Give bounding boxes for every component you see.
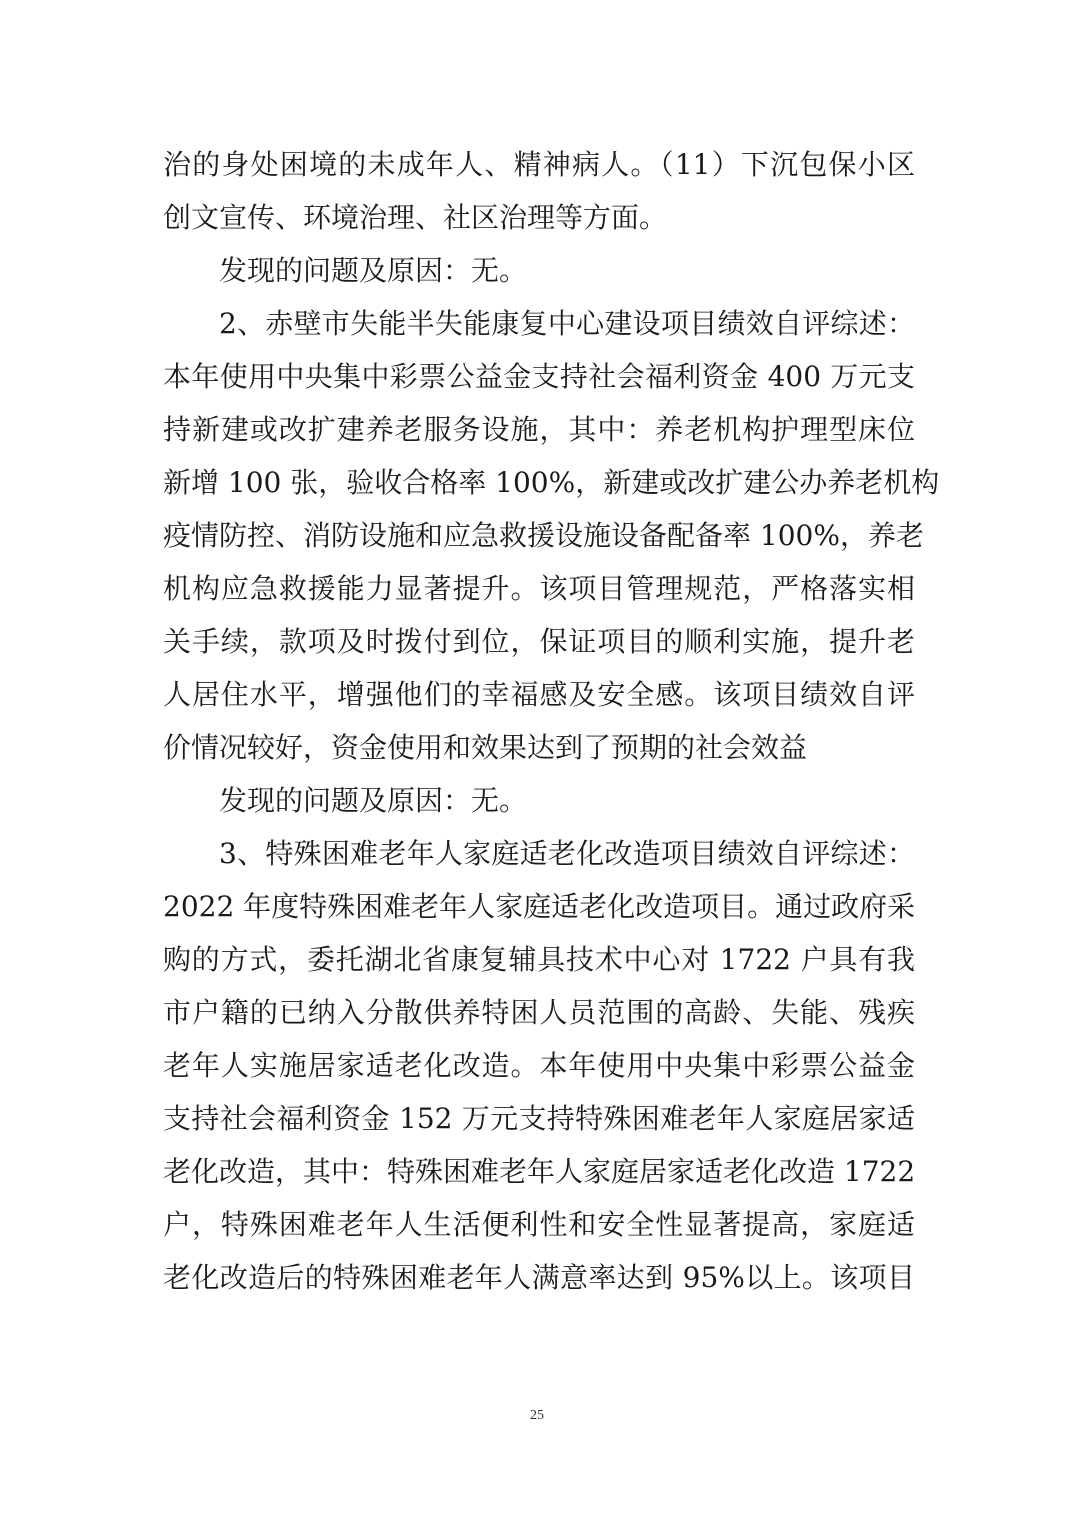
body-text-line: 持新建或改扩建养老服务设施，其中：养老机构护理型床位 xyxy=(163,413,915,446)
body-text-line: 本年使用中央集中彩票公益金支持社会福利资金 400 万元支 xyxy=(163,360,915,393)
body-text-line: 户，特殊困难老年人生活便利性和安全性显著提高，家庭适 xyxy=(163,1208,915,1241)
body-text-line: 2、赤壁市失能半失能康复中心建设项目绩效自评综述： xyxy=(219,307,915,340)
body-text-line: 创文宣传、环境治理、社区治理等方面。 xyxy=(163,201,668,234)
body-text-line: 支持社会福利资金 152 万元支持特殊困难老年人家庭居家适 xyxy=(163,1102,915,1135)
body-text-line: 新增 100 张，验收合格率 100%，新建或改扩建公办养老机构 xyxy=(163,466,940,499)
body-text-line: 市户籍的已纳入分散供养特困人员范围的高龄、失能、残疾 xyxy=(163,996,915,1029)
body-text-line: 老化改造后的特殊困难老年人满意率达到 95%以上。该项目 xyxy=(163,1261,915,1294)
body-text-line: 疫情防控、消防设施和应急救援设施设备配备率 100%，养老 xyxy=(163,519,924,552)
body-text-line: 发现的问题及原因：无。 xyxy=(219,254,528,287)
body-text-line: 机构应急救援能力显著提升。该项目管理规范，严格落实相 xyxy=(163,572,915,605)
document-body xyxy=(163,138,940,1304)
body-text-line: 3、特殊困难老年人家庭适老化改造项目绩效自评综述： xyxy=(219,837,915,870)
body-text-line: 购的方式，委托湖北省康复辅具技术中心对 1722 户具有我 xyxy=(163,943,915,976)
body-text-line: 人居住水平，增强他们的幸福感及安全感。该项目绩效自评 xyxy=(163,678,915,711)
body-text-line: 2022 年度特殊困难老年人家庭适老化改造项目。通过政府采 xyxy=(163,890,916,923)
page-number: 25 xyxy=(530,1408,544,1423)
body-text-line: 关手续，款项及时拨付到位，保证项目的顺利实施，提升老 xyxy=(163,625,915,658)
body-text-line: 价情况较好，资金使用和效果达到了预期的社会效益 xyxy=(163,731,808,764)
body-text-line: 老年人实施居家适老化改造。本年使用中央集中彩票公益金 xyxy=(163,1049,915,1082)
body-text-line: 治的身处困境的未成年人、精神病人。（11）下沉包保小区 xyxy=(163,148,915,181)
body-text-line: 发现的问题及原因：无。 xyxy=(219,784,528,817)
body-text-line: 老化改造，其中：特殊困难老年人家庭居家适老化改造 1722 xyxy=(163,1155,916,1188)
